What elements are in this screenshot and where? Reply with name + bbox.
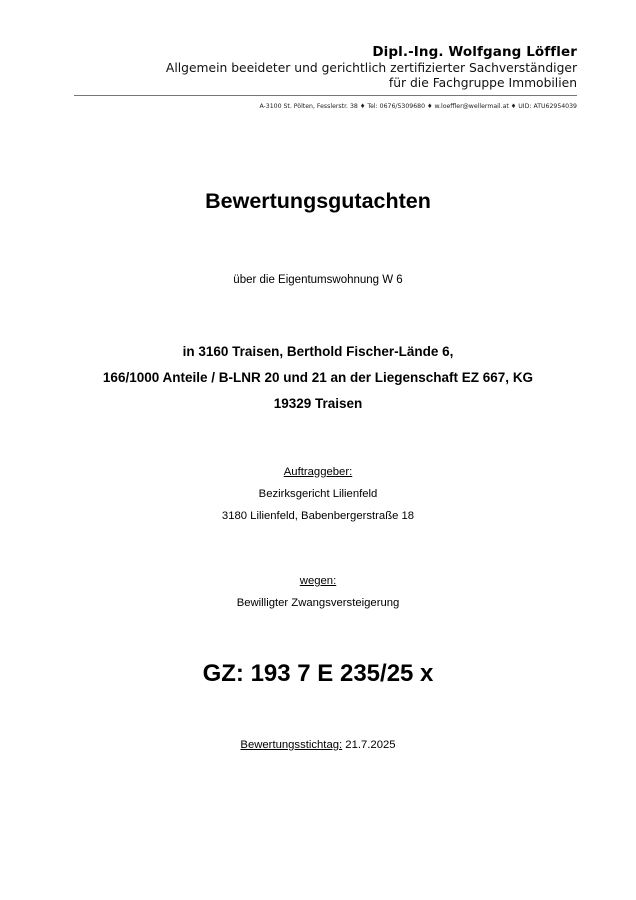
client-address: 3180 Lilienfeld, Babenbergerstraße 18 [221,510,415,522]
reason-text: Bewilligter Zwangsversteigerung [236,597,400,609]
client-block [0,461,636,527]
valuation-date: 21.7.2025 [345,739,396,751]
property-line-1: in 3160 Traisen, Berthold Fischer-Lände 6, [182,344,454,359]
client-label: Auftraggeber: [283,466,353,478]
reason-label: wegen: [299,575,337,587]
valuation-date-label: Bewertungsstichtag: [240,739,343,751]
property-line-3: 19329 Traisen [273,396,363,411]
expert-title-line1: Allgemein beeideter und gerichtlich zertifizierter Sachverständiger [165,61,577,75]
expert-title-line2: für die Fachgruppe Immobilien [388,76,577,90]
contact-line: A-3100 St. Pölten, Fesslerstr. 38 ♦ Tel: 0676/5309680 ♦ w.loeffler@wellermail.at ♦ UID: ATU62954039 [259,103,577,110]
property-description [0,339,636,417]
expert-name: Dipl.-Ing. Wolfgang Löffler [372,44,577,60]
document-subject: über die Eigentumswohnung W 6 [233,274,403,286]
client-name: Bezirksgericht Lilienfeld [258,488,378,500]
property-line-2: 166/1000 Anteile / B-LNR 20 und 21 an der Liegenschaft EZ 667, KG [102,370,534,385]
case-number: GZ: 193 7 E 235/25 x [202,660,434,687]
letterhead [74,44,577,91]
document-title: Bewertungsgutachten [205,189,431,213]
letterhead-divider [74,95,577,96]
valuation-date-line [0,738,636,752]
reason-block [0,570,636,614]
